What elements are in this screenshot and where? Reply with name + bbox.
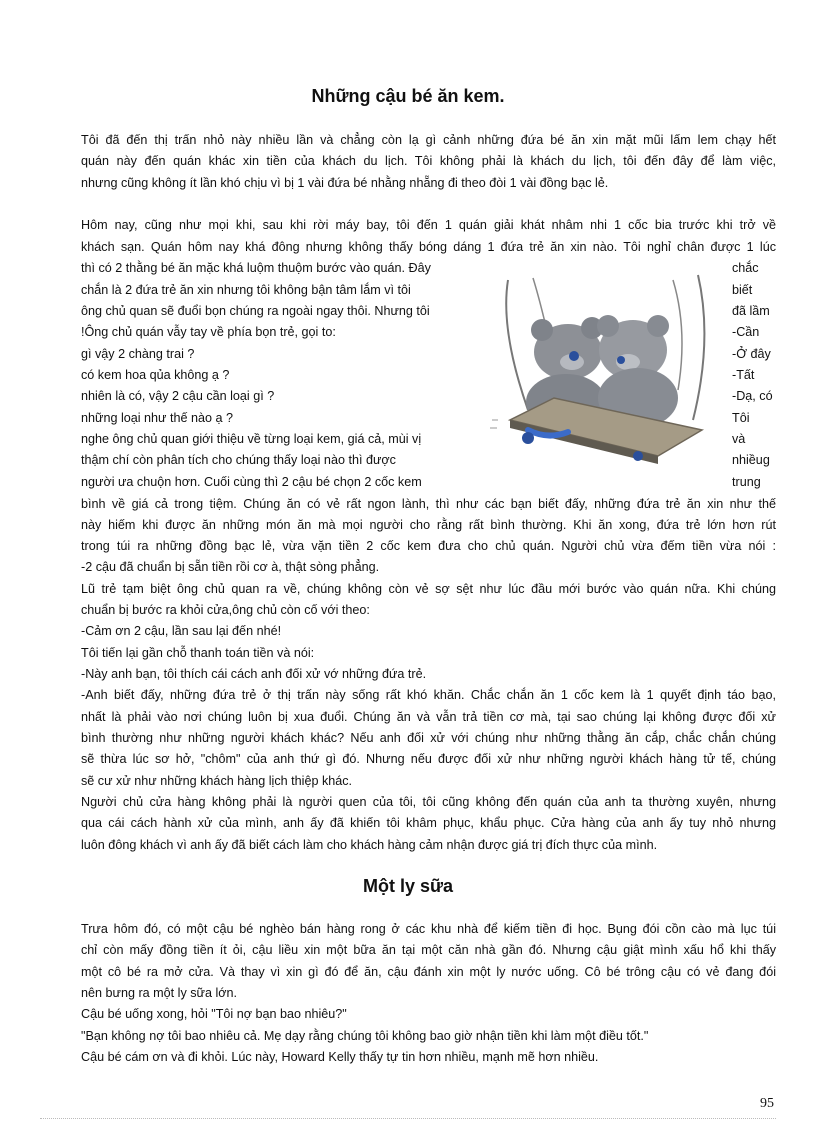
- text-line: nhất là phải vào nơi chúng luôn bị xua đuổi. Chúng ăn và vẫn trả tiền cơ mà, tại sao chúng lại không được đối xử: [81, 710, 776, 724]
- page-number: 95: [760, 1096, 774, 1111]
- text-line: Tôi: [732, 411, 750, 425]
- text-line: chắc: [732, 261, 759, 275]
- text-line: !Ông chủ quán vẫy tay về phía bọn trẻ, gọi to:: [81, 325, 336, 339]
- text-line: trung: [732, 475, 761, 489]
- text-line: Hôm nay, cũng như mọi khi, sau khi rời máy bay, tôi đến 1 quán giải khát nhâm nhi 1 cốc bia trước khi trở về: [81, 218, 776, 232]
- text-line: qua cái cách hành xử của mình, anh ấy đã khiến tôi khâm phục, khẩu phục. Cửa hàng của anh ấy tuy nhỏ nhưng: [81, 816, 776, 830]
- story-title: Những cậu bé ăn kem.: [311, 86, 505, 106]
- text-line: -Anh biết đấy, những đứa trẻ ở thị trấn này sống rất khó khăn. Chắc chắn ăn 1 cốc kem là 1 quyết định táo bạo,: [81, 688, 776, 702]
- text-line: sẽ cư xử như những khách hàng lịch thiệp khác.: [81, 774, 353, 788]
- text-line: biết: [732, 283, 753, 297]
- text-line: ông chủ quan sẽ đuổi bọn chúng ra ngoài ngay thôi. Nhưng tôi: [81, 304, 430, 318]
- text-line: "Bạn không nợ tôi bao nhiêu cả. Mẹ dạy rằng chúng tôi không bao giờ nhận tiền khi làm một điều tốt.": [81, 1029, 649, 1043]
- text-line: Lũ trẻ tạm biệt ông chủ quan ra về, chúng không còn vẻ sợ sệt như lúc đầu mới bước vào quán nữa. Khi chúng: [81, 582, 776, 596]
- text-line: bình về giá cả trong tiệm. Chúng ăn có vẻ rất ngon lành, thì như các bạn biết đấy, những đứa trẻ ăn xin như thế: [81, 497, 776, 511]
- story-title: Một ly sữa: [362, 876, 454, 896]
- text-line: Cậu bé cám ơn và đi khỏi. Lúc này, Howard Kelly thấy tự tin hơn nhiều, mạnh mẽ hơn nhiều.: [81, 1050, 599, 1064]
- text-line: thậm chí còn phân tích cho chúng thấy loại nào thì được: [81, 453, 396, 467]
- text-line: -2 cậu đã chuẩn bị sẵn tiền rồi cơ à, thật sòng phẳng.: [81, 560, 380, 574]
- text-line: người ưa chuộn hơn. Cuối cùng thì 2 cậu bé chọn 2 cốc kem: [81, 475, 422, 489]
- text-line: chỉ còn mấy đồng tiền ít ỏi, cậu liều xin một bữa ăn tại một căn nhà gần đó. Nhưng cậu giật mình xấu hổ khi thấy: [81, 943, 776, 957]
- text-line: -Cần: [732, 325, 760, 339]
- text-line: có kem hoa qủa không ạ ?: [81, 368, 230, 382]
- text-line: bình thường như những người khách khác? Nếu anh đối xử với chúng như những thằng ăn cắp, chắc chắn chúng: [81, 731, 776, 745]
- text-line: nên bưng ra một ly sữa lớn.: [81, 986, 238, 1000]
- text-line: đã lầm: [732, 304, 770, 318]
- text-line: gì vậy 2 chàng trai ?: [81, 347, 195, 361]
- text-line: Cậu bé uống xong, hỏi "Tôi nợ bạn bao nhiêu?": [81, 1007, 347, 1021]
- text-line: -Dạ, có: [732, 389, 773, 403]
- text-line: thì có 2 thằng bé ăn mặc khá luộm thuộm bước vào quán. Đây: [81, 261, 431, 275]
- text-line: nghe ông chủ quan giới thiệu về từng loại kem, giá cả, mùi vị: [81, 432, 422, 446]
- text-line: những loại như thế nào ạ ?: [81, 411, 234, 425]
- text-line: khách sạn. Quán hôm nay khá đông nhưng không thấy bóng dáng 1 đứa trẻ ăn xin nào. Tôi nghỉ chân được 1 lúc: [81, 240, 776, 254]
- text-line: -Cảm ơn 2 cậu, lần sau lại đến nhé!: [81, 624, 282, 638]
- text-line: -Tất: [732, 368, 755, 382]
- text-line: trong túi ra những đồng bạc lẻ, vừa vặn tiền 2 cốc kem đưa cho chủ quán. Người chủ vừa đếm tiền vừa nói :: [81, 539, 776, 553]
- text-line: nhưng cũng không ít lần khó chịu vì bị 1 vài đứa bé nhằng nhẵng đi theo đòi 1 vài đồng bạc lẻ.: [81, 176, 609, 190]
- text-line: nhiên là có, vậy 2 cậu cần loại gì ?: [81, 389, 275, 403]
- text-line: Tôi đã đến thị trấn nhỏ này nhiều lần và chẳng còn lạ gì cảnh những đứa bé ăn xin mặt mũi lấm lem chạy hết: [81, 133, 776, 147]
- text-line: -Này anh bạn, tôi thích cái cách anh đối xử vớ những đứa trẻ.: [81, 667, 427, 681]
- text-line: Trưa hôm đó, có một cậu bé nghèo bán hàng rong ở các khu nhà để kiếm tiền đi học. Bụng đói cồn cào mà lục túi: [81, 922, 776, 936]
- text-line: chắn là 2 đứa trẻ ăn xin nhưng tôi không bận tâm lắm vì tôi: [81, 283, 411, 297]
- text-line: quán này đến quán khác xin tiền của khách du lịch. Tôi không phải là khách du lịch, tôi đến đây để làm việc,: [81, 154, 776, 168]
- text-line: chuẩn bị bước ra khỏi cửa,ông chủ còn cố với theo:: [81, 603, 370, 617]
- teddy-bears-swing-illustration: [488, 270, 724, 470]
- text-line: và: [732, 432, 746, 446]
- footer-divider: [40, 1118, 776, 1119]
- text-line: Người chủ cửa hàng không phải là người quen của tôi, tôi cũng không đến quán của anh ta thường xuyên, nhưng: [81, 795, 776, 809]
- text-line: -Ở đây: [732, 347, 771, 361]
- text-line: một cô bé ra mở cửa. Và thay vì xin gì đó để ăn, cậu đánh xin một ly nước uống. Cô bé trông cậu có vẻ đang đói: [81, 965, 776, 979]
- text-line: nhiềug: [732, 453, 770, 467]
- text-line: sẽ thừa lúc sơ hở, "chôm" của anh thứ gì đó. Nhưng nếu được đối xử như những người khách hàng tử tế, chúng: [81, 752, 776, 766]
- text-line: này hiếm khi được ăn những món ăn mà mọi người cho rằng rất bình thường. Khi ăn xong, đứa trẻ lớn hơn rút: [81, 518, 776, 532]
- text-line: luôn đông khách vì anh ấy đã biết cách làm cho khách hàng cảm nhận được giá trị đích thực của mình.: [81, 838, 658, 852]
- text-line: Tôi tiến lại gần chỗ thanh toán tiền và nói:: [81, 646, 315, 660]
